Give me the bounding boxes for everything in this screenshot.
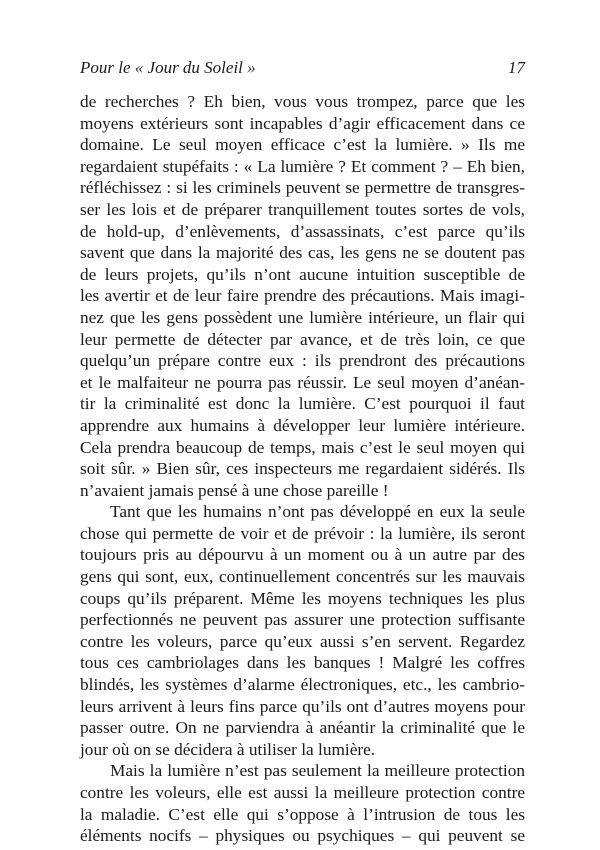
text-line: Mais la lumière n’est pas seulement la meilleure protection — [110, 761, 525, 781]
book-page — [80, 0, 525, 850]
text-line: Tant que les humains n’ont pas développé en eux la seule — [110, 502, 525, 522]
text-line: gens qui sont, eux, continuellement concentrés sur les mauvais — [80, 567, 525, 587]
text-line: savent que dans la majorité des cas, les gens ne se doutent pas — [80, 243, 525, 263]
text-line: soit sûr. » Bien sûr, ces inspecteurs me regardaient sidérés. Ils — [80, 459, 525, 479]
text-line: et le malfaiteur ne pourra pas réussir. Le seul moyen d’anéan- — [80, 372, 525, 392]
text-line: domaine. Le seul moyen efficace c’est la lumière. » Ils me — [80, 135, 525, 155]
text-line: la maladie. C’est elle qui s’oppose à l’intrusion de tous les — [80, 804, 525, 824]
text-line: toujours pris au dépourvu à un moment ou à un autre par des — [80, 545, 525, 565]
text-line: jour où on se décidera à utiliser la lumière. — [80, 739, 376, 759]
text-line: Cela prendra beaucoup de temps, mais c’est le seul moyen qui — [80, 437, 525, 457]
text-line: de leurs projets, qu’ils n’ont aucune intuition susceptible de — [80, 264, 525, 284]
text-line: éléments nocifs – physiques ou psychiques – qui peuvent se — [80, 826, 525, 846]
text-line: leurs arrivent à leurs fins parce qu’ils ont d’autres moyens pour — [80, 696, 525, 716]
text-line: tous ces cambriolages dans les banques ! Malgré les coffres — [80, 653, 525, 673]
text-line: regardaient stupéfaits : « La lumière ? Et comment ? – Eh bien, — [80, 156, 525, 176]
text-line: coups qu’ils préparent. Même les moyens techniques les plus — [80, 588, 525, 608]
text-line: blindés, les systèmes d’alarme électroniques, etc., les cambrio- — [80, 675, 525, 695]
text-line: nez que les gens possèdent une lumière intérieure, un flair qui — [80, 307, 525, 327]
text-line: chose qui permette de voir et de prévoir : la lumière, ils seront — [80, 523, 525, 543]
text-line: leur permette de détecter par avance, et de très loin, ce que — [80, 329, 525, 349]
text-line: réfléchissez : si les criminels peuvent se permettre de transgres- — [80, 178, 525, 198]
text-line: perfectionnés ne peuvent pas assurer une protection suffisante — [80, 610, 525, 630]
running-header — [80, 58, 525, 80]
text-line: de recherches ? Eh bien, vous vous trompez, parce que les — [80, 92, 525, 111]
text-line: n’avaient jamais pensé à une chose pareille ! — [80, 480, 389, 500]
text-line: ser les lois et de préparer tranquillement toutes sortes de vols, — [80, 199, 525, 219]
text-line: contre les voleurs, elle est aussi la meilleure protection contre — [80, 783, 525, 802]
text-line: de hold-up, d’enlèvements, d’assassinats, c’est parce qu’ils — [80, 221, 525, 241]
text-line: tir la criminalité est donc la lumière. C’est pourquoi il faut — [80, 394, 525, 414]
running-title: Pour le « Jour du Soleil » — [80, 58, 256, 77]
text-line: passer outre. On ne parviendra à anéantir la criminalité que le — [80, 718, 525, 738]
text-line: apprendre aux humains à développer leur lumière intérieure. — [80, 415, 525, 435]
body-text — [80, 91, 525, 847]
text-line: contre les voleurs, parce qu’eux aussi s’en servent. Regardez — [80, 631, 525, 651]
text-line: quelqu’un prépare contre eux : ils prendront des précautions — [80, 351, 525, 371]
paragraph — [80, 501, 525, 760]
page-number: 17 — [508, 58, 525, 77]
paragraph — [80, 760, 525, 846]
text-line: moyens extérieurs sont incapables d’agir efficacement dans ce — [80, 113, 525, 133]
paragraph — [80, 91, 525, 501]
text-line: les avertir et de leur faire prendre des précautions. Mais imagi- — [80, 286, 525, 306]
